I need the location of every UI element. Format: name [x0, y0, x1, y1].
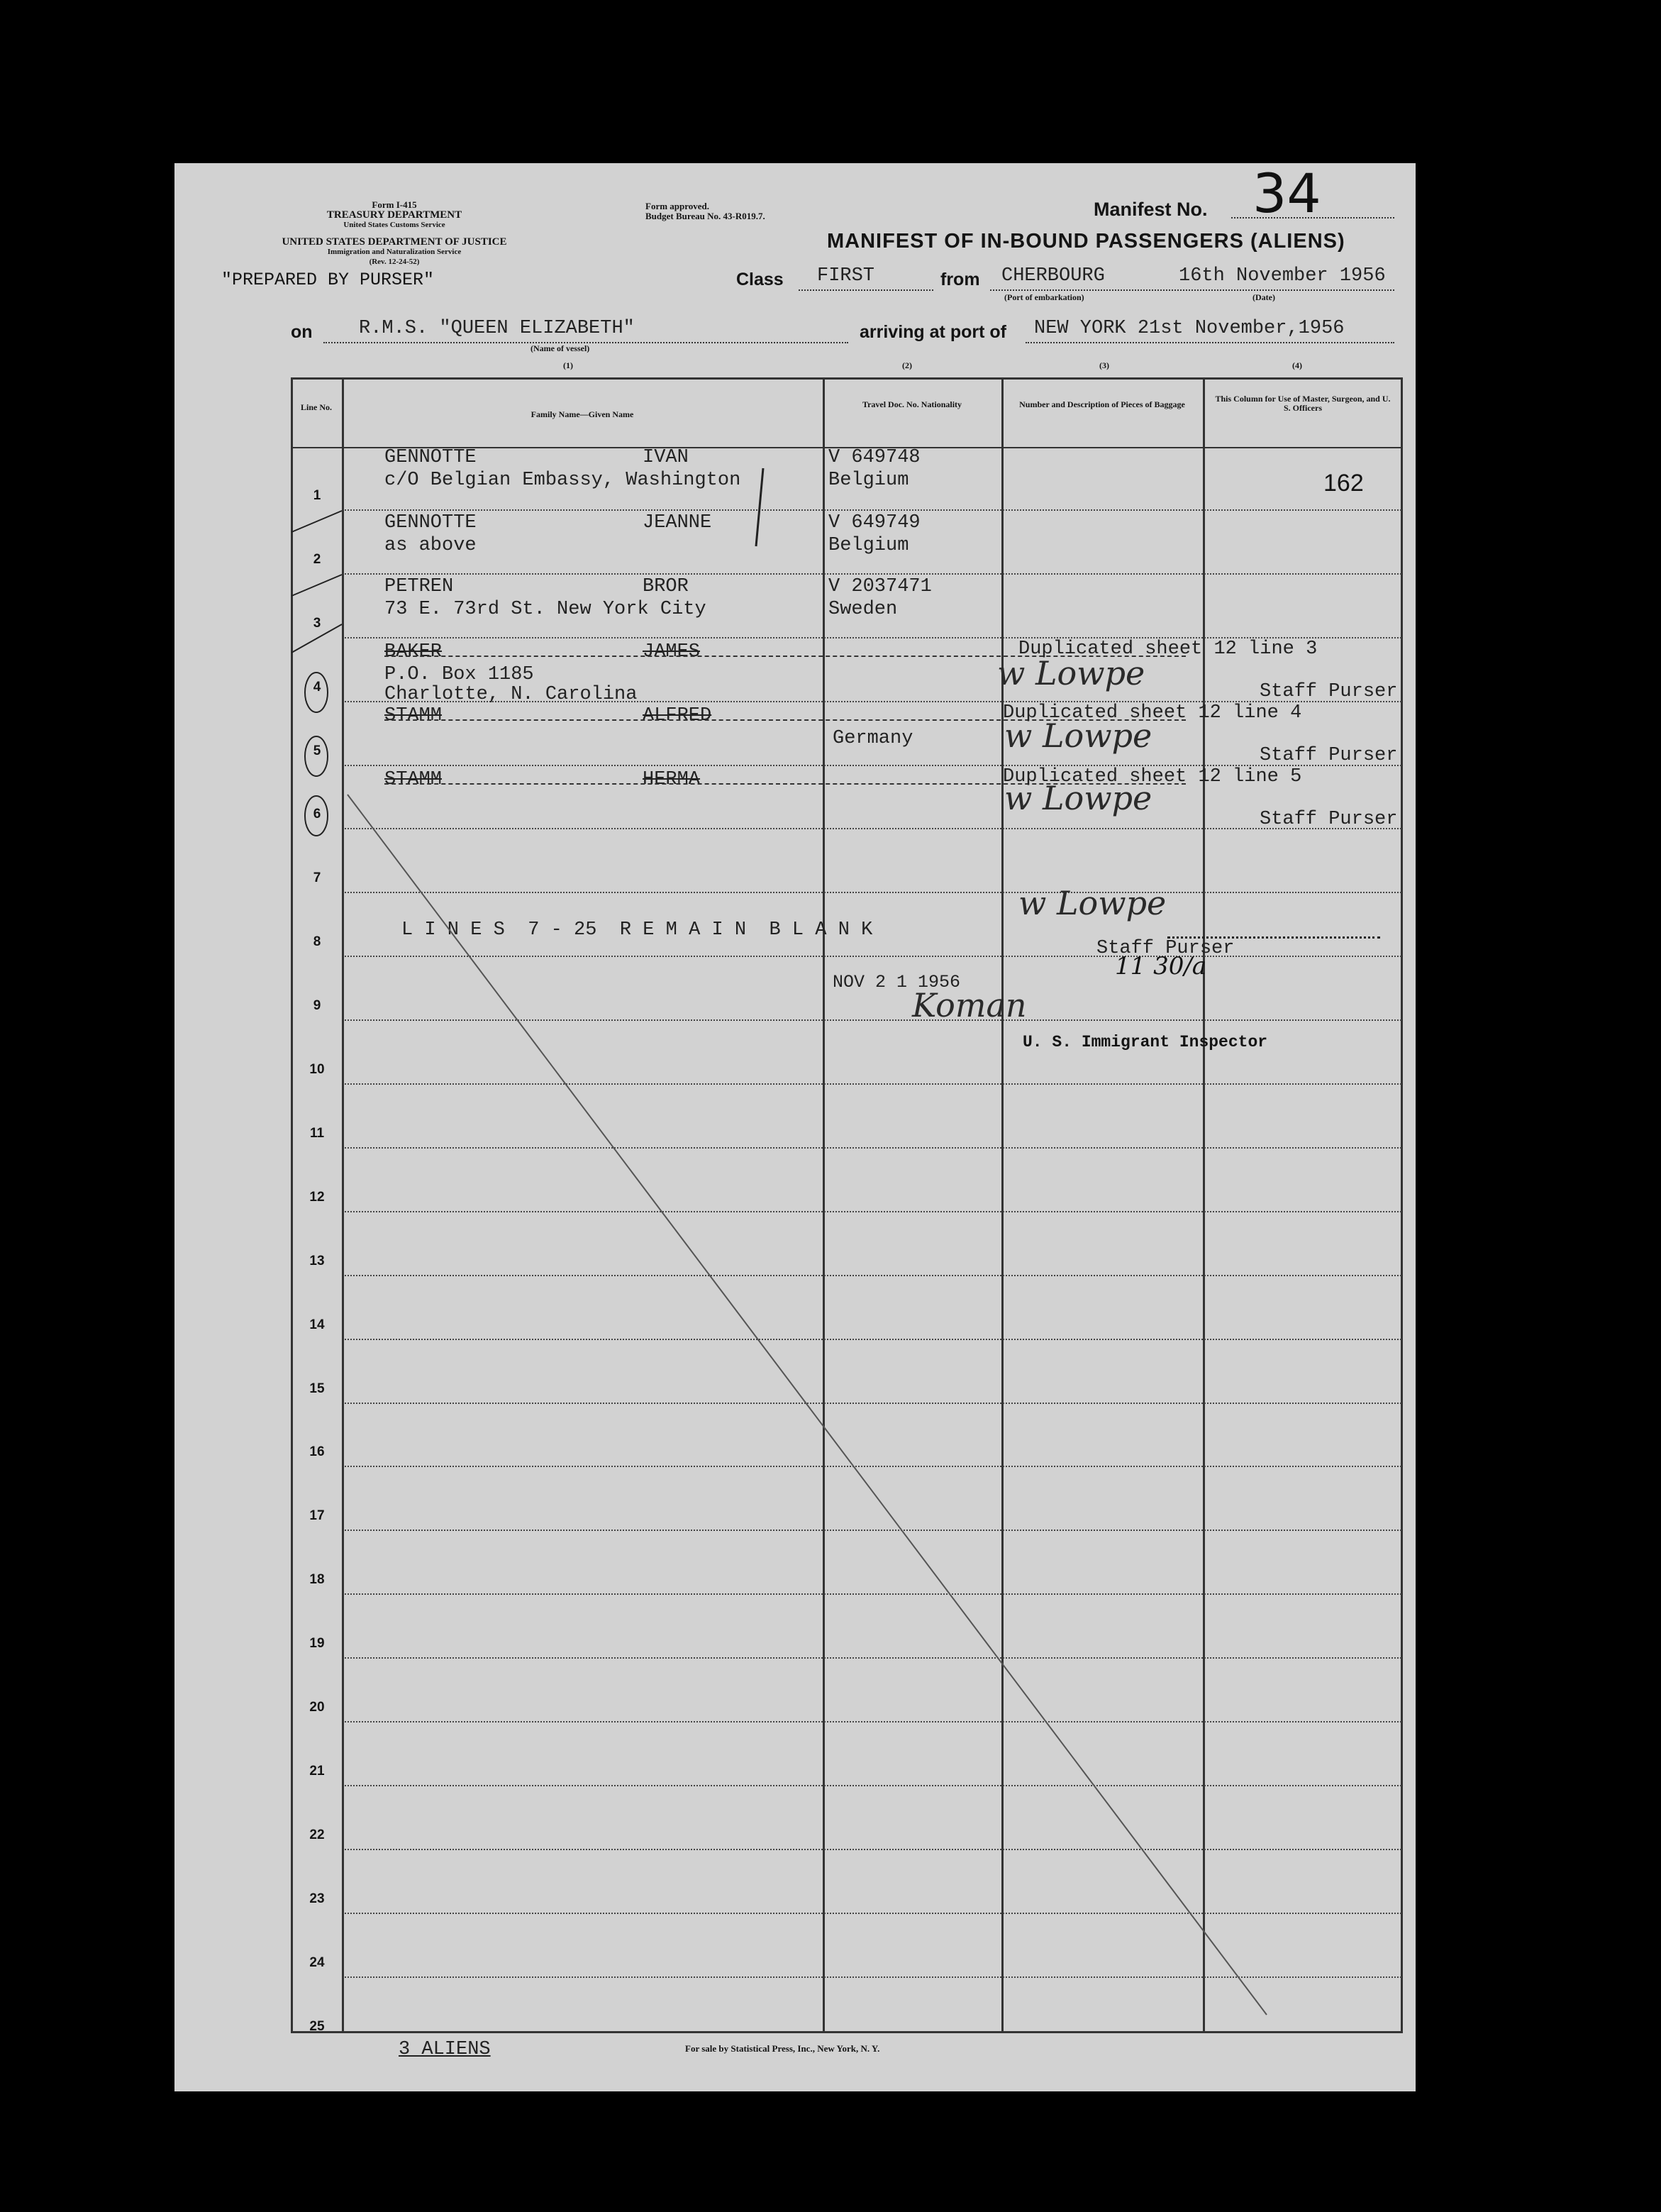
line-number: 25 — [309, 2018, 325, 2034]
line-number: 19 — [309, 1636, 325, 1652]
date-value: 16th November 1956 — [1179, 265, 1386, 287]
inspector-label: U. S. Immigrant Inspector — [1023, 1033, 1268, 1051]
manifest-no-handwritten: 34 — [1252, 162, 1321, 225]
purser-signature-4: w Lowpe — [1018, 884, 1167, 922]
staff-purser-4: Staff Purser — [1096, 938, 1235, 959]
entry-2-family: GENNOTTE — [384, 512, 477, 533]
inspection-stamp-date: NOV 2 1 1956 — [833, 972, 961, 992]
form-number: Form I-415 — [372, 199, 417, 210]
col-num-1: (1) — [563, 360, 573, 370]
line-number: 3 — [313, 615, 321, 631]
staff-purser-3: Staff Purser — [1260, 809, 1398, 830]
entry-1-family: GENNOTTE — [384, 447, 477, 468]
entry-4-family: BAKER — [384, 641, 443, 663]
line-number: 18 — [309, 1572, 325, 1588]
entry-6-family: STAMM — [384, 769, 443, 790]
line-number: 17 — [309, 1508, 325, 1524]
line-number: 24 — [309, 1954, 325, 1970]
from-sublabel: (Port of embarkation) — [1004, 292, 1084, 302]
staff-purser-2: Staff Purser — [1260, 745, 1398, 766]
col-header-baggage: Number and Description of Pieces of Baggage — [1019, 399, 1185, 409]
duplicated-note-3: Duplicated sheet 12 line 5 — [1003, 766, 1302, 787]
aliens-total: 3 ALIENS — [399, 2039, 491, 2060]
line-number: 2 — [313, 551, 321, 567]
entry-3-given: BROR — [643, 576, 689, 597]
footer-sale-note: For sale by Statistical Press, Inc., New York, N. Y. — [685, 2043, 880, 2054]
budget-bureau: Budget Bureau No. 43-R019.7. — [645, 211, 765, 221]
entry-4-given: JAMES — [643, 641, 701, 663]
line-number: 13 — [309, 1253, 325, 1268]
remain-blank-note: L I N E S 7 - 25 R E M A I N B L A N K — [401, 919, 873, 941]
col-header-travel-doc: Travel Doc. No. Nationality — [862, 399, 962, 409]
vessel-name: R.M.S. "QUEEN ELIZABETH" — [359, 318, 635, 339]
manifest-no-label: Manifest No. — [1094, 199, 1208, 220]
line-number: 14 — [309, 1317, 325, 1332]
entry-3-address: 73 E. 73rd St. New York City — [384, 599, 706, 620]
treasury-label: TREASURY DEPARTMENT — [326, 209, 462, 221]
col-header-line-no: Line No. — [300, 402, 332, 412]
line-number: 6 — [313, 807, 321, 822]
line-number: 11 — [309, 1125, 325, 1141]
revision-label: (Rev. 12-24-52) — [369, 258, 420, 266]
entry-1-address: c/O Belgian Embassy, Washington — [384, 470, 741, 491]
prepared-by-purser: "PREPARED BY PURSER" — [221, 270, 435, 290]
staff-purser-1: Staff Purser — [1260, 681, 1398, 702]
line-number: 7 — [313, 870, 321, 886]
line-number: 20 — [309, 1700, 325, 1715]
justice-label: UNITED STATES DEPARTMENT OF JUSTICE — [282, 236, 507, 248]
manifest-sheet — [174, 163, 1416, 2091]
line-number: 9 — [313, 998, 321, 1014]
entry-6-given: HERMA — [643, 769, 701, 790]
entry-5-given: ALFRED — [643, 705, 712, 726]
line-number: 8 — [313, 934, 321, 950]
col-num-3: (3) — [1099, 360, 1109, 370]
line-number: 23 — [309, 1891, 325, 1906]
entry-1-officer-number: 162 — [1323, 470, 1364, 497]
line-number: 5 — [313, 743, 321, 758]
manifest-title: MANIFEST OF IN-BOUND PASSENGERS (ALIENS) — [827, 230, 1345, 253]
customs-label: United States Customs Service — [343, 221, 445, 229]
entry-2-address: as above — [384, 535, 477, 556]
line-number: 1 — [313, 487, 321, 503]
form-approved: Form approved. — [645, 201, 710, 211]
col-num-2: (2) — [902, 360, 912, 370]
entry-3-doc: V 2037471 — [828, 576, 932, 597]
entry-1-doc: V 649748 — [828, 447, 921, 468]
purser-signature-1: w Lowpe — [997, 654, 1145, 692]
entry-4-address: P.O. Box 1185 — [384, 664, 534, 685]
on-label: on — [291, 322, 313, 342]
col-header-name: Family Name—Given Name — [530, 409, 634, 419]
entry-1-nationality: Belgium — [828, 470, 909, 491]
arriving-label: arriving at port of — [860, 322, 1006, 342]
col-num-4: (4) — [1292, 360, 1302, 370]
purser-signature-3: w Lowpe — [1004, 779, 1152, 817]
entry-2-nationality: Belgium — [828, 535, 909, 556]
vessel-sublabel: (Name of vessel) — [530, 343, 590, 353]
class-label: Class — [736, 270, 784, 289]
entry-5-family: STAMM — [384, 705, 443, 726]
entry-3-nationality: Sweden — [828, 599, 898, 620]
duplicated-note-1: Duplicated sheet 12 line 3 — [1018, 638, 1318, 660]
entry-1-given: IVAN — [643, 447, 689, 468]
from-label: from — [940, 270, 980, 289]
from-value: CHERBOURG — [1001, 265, 1105, 287]
duplicated-note-2: Duplicated sheet 12 line 4 — [1003, 702, 1302, 724]
cancel-diagonal — [174, 163, 1416, 2091]
ins-label: Immigration and Naturalization Service — [327, 248, 462, 256]
entry-2-doc: V 649749 — [828, 512, 921, 533]
line-number: 4 — [313, 679, 321, 695]
inspector-signature: Koman — [912, 986, 1027, 1024]
class-value: FIRST — [817, 265, 875, 287]
entry-2-given: JEANNE — [643, 512, 712, 533]
line-number: 10 — [309, 1062, 325, 1077]
entry-4-address-2: Charlotte, N. Carolina — [384, 684, 638, 705]
entry-5-nationality: Germany — [833, 728, 913, 749]
arrival-value: NEW YORK 21st November,1956 — [1034, 318, 1345, 339]
line-number: 15 — [309, 1381, 325, 1396]
purser-signature-2: w Lowpe — [1004, 717, 1152, 755]
entry-3-family: PETREN — [384, 576, 454, 597]
col-header-officers: This Column for Use of Master, Surgeon, and U. S. Officers — [1215, 394, 1391, 413]
line-number: 22 — [309, 1827, 325, 1842]
line-number: 16 — [309, 1444, 325, 1460]
line-number: 21 — [309, 1763, 325, 1779]
inspection-time: 11 30/a — [1115, 952, 1207, 980]
line-number: 12 — [309, 1189, 325, 1205]
date-sublabel: (Date) — [1252, 292, 1275, 302]
